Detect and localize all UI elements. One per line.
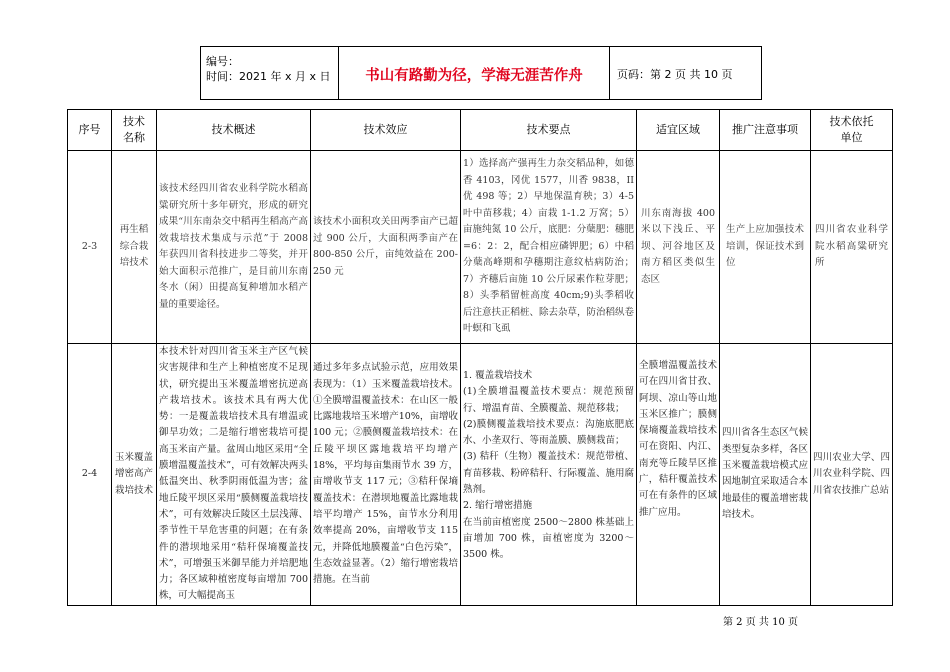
technology-table: [67, 109, 893, 606]
table-row: [68, 151, 893, 344]
technology-overview: 该技术经四川省农业科学院水稻高粱研究所十多年研究，形成的研究成果“川东南杂交中稻再生稻高产高效栽培技术集成与示范”于 2008 年获四川省科技进步二等奖，并开始大面积示范推广，是目前川东南冬水（闲）田提高复种增加水稻产量的重要途径。: [157, 151, 311, 344]
column-header: 序号: [68, 110, 112, 151]
table-header-row: [68, 110, 893, 151]
technology-overview: 本技术针对四川省玉米主产区气候灾害规律和生产上种植密度不足现状，研究提出玉米覆盖增密抗逆高产栽培技术。该技术具有两大优势：一是覆盖栽培技术具有增温或御旱功效；二是缩行增密栽培可提高玉米亩产量。盆周山地区采用“全膜增温覆盖技术”，可有效解决两头低温突出、秋季阴雨低温为害；盆地丘陵平坝区采用“膜侧覆盖栽培技术”，可有效解决丘陵区土层浅薄、季节性干旱危害重的问题；在有条件的潜坝地采用“秸秆保墒覆盖技术”，可增强玉米御旱能力并培肥地力；各区域种植密度每亩增加 700 株，可大幅提高玉: [157, 344, 311, 606]
promotion-notes: 生产上应加强技术培训，保证技术到位: [720, 151, 811, 344]
document-header: [200, 46, 762, 100]
row-index: 2-4: [68, 344, 112, 606]
suitable-region: 川东南海拔 400 米以下浅丘、平坝、河谷地区及南方稻区类似生态区: [637, 151, 720, 344]
supporting-unit: 四川农业大学、四川农业科学院、四川省农技推广总站: [811, 344, 893, 606]
suitable-region: 全膜增温覆盖技术可在四川省甘孜、阿坝、凉山等山地玉米区推广；膜侧保墒覆盖栽培技术可在资阳、内江、南充等丘陵旱区推广，秸秆覆盖技术可在有条件的区域推广应用。: [637, 344, 720, 606]
column-header: 技术 名称: [112, 110, 157, 151]
technology-effect: 通过多年多点试验示范，应用效果表现为：（1）玉米覆盖栽培技术。①全膜增温覆盖技术：在山区一般比露地栽培玉米增产10%，亩增收 100 元；②膜侧覆盖栽培技术：在丘陵平坝区露地栽培平均增产 18%，平均每亩集雨节水 39 方，亩增收节支 117 元；③秸秆保墒覆盖技术：在潜坝地覆盖比露地栽培平均增产 15%，亩节水分利用效率提高 20%，亩增收节支 115 元，并降低地膜覆盖“白色污染”，生态效益显著。（2）缩行增密栽培措施。在当前: [311, 344, 461, 606]
page-indicator: 页码：第 2 页 共 10 页: [617, 68, 733, 81]
technology-points: 1. 覆盖栽培技术 (1)全膜增温覆盖技术要点：规范预留行、增温育苗、全膜覆盖、规范移栽； (2)膜侧覆盖栽培技术要点：沟施底肥底水、小垄双行、等雨盖膜、膜侧栽苗； (3) 秸秆（生物）覆盖技术：规范带植、育苗移栽、粉碎秸秆、行际覆盖、施用腐熟剂。 2. 缩行增密措施 在当前亩植密度 2500～2800 株基础上亩增加 700 株，亩植密度为 3200～3500 株。: [461, 344, 637, 606]
document-number-label: 编号：: [206, 55, 239, 68]
technology-points: 1）选择高产强再生力杂交稻品种，如德香 4103，冈优 1577，川香 9838，II 优 498 等；2）早地保温育秧；3）4-5 叶中苗移栽；4）亩栽 1-1.2 万窝；5）亩施纯氮 10 公斤，底肥：分蘖肥：穗肥=6：2：2，配合相应磷钾肥；6）中稻分蘖高峰期和孕穗期注意纹枯病防治；7）齐穗后亩施 10 公斤尿素作粒芽肥；8）头季稻留桩高度 40cm;9)头季稻收后注意扶正稻桩、除去杂草，防治稻纵卷叶螟和飞虱: [461, 151, 637, 344]
technology-name: 再生稻 综合栽 培技术: [112, 151, 157, 344]
header-motto-cell: [339, 47, 610, 99]
supporting-unit: 四川省农业科学院水稻高粱研究所: [811, 151, 893, 344]
column-header: 推广注意事项: [720, 110, 811, 151]
column-header: 技术要点: [461, 110, 637, 151]
row-index: 2-3: [68, 151, 112, 344]
technology-name: 玉米覆盖 增密高产 栽培技术: [112, 344, 157, 606]
column-header: 技术概述: [157, 110, 311, 151]
column-header: 技术效应: [311, 110, 461, 151]
document-time: 时间：2021 年 x 月 x 日: [206, 70, 331, 83]
technology-effect: 该技术小面积攻关田两季亩产已超过 900 公斤，大面积两季亩产在 800-850 公斤，亩纯效益在 200-250 元: [311, 151, 461, 344]
header-page-cell: [610, 47, 761, 99]
promotion-notes: 四川省各生态区气候类型复杂多样，各区玉米覆盖栽培模式应因地制宜采取适合本地最佳的覆盖增密栽培技术。: [720, 344, 811, 606]
table-row: [68, 344, 893, 606]
motto-text: 书山有路勤为径，学海无涯苦作舟: [365, 68, 583, 84]
column-header: 适宜区域: [637, 110, 720, 151]
header-meta-cell: [201, 47, 339, 99]
column-header: 技术依托 单位: [811, 110, 893, 151]
page-footer: 第 2 页 共 10 页: [723, 617, 798, 628]
